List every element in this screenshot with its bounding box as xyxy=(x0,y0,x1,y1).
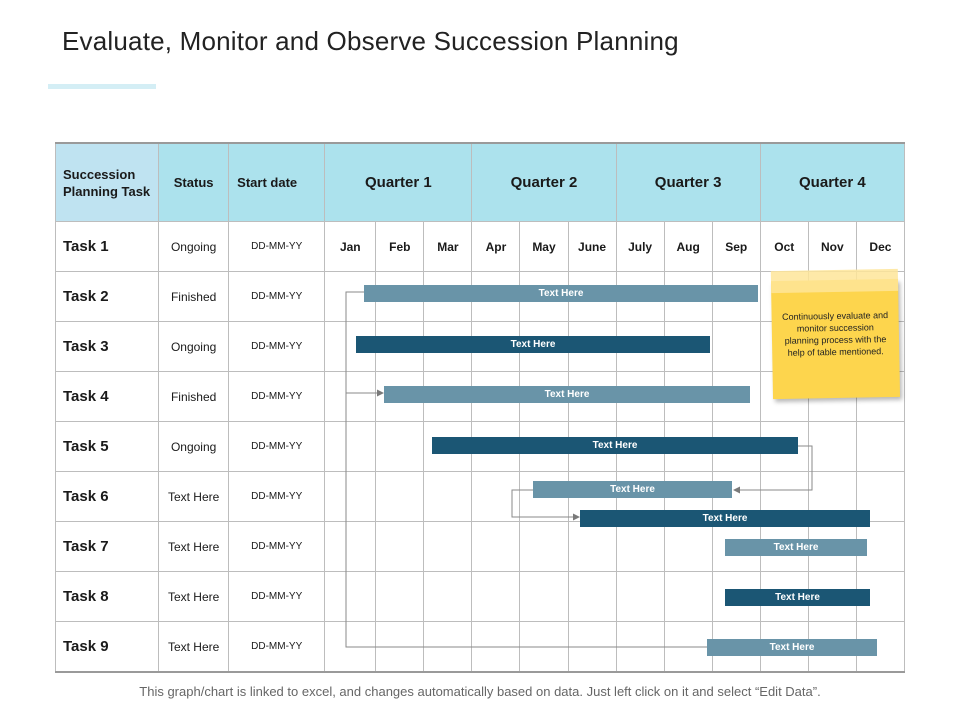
month-cell xyxy=(712,322,760,372)
sticky-note xyxy=(771,279,900,399)
task-status: Finished xyxy=(159,372,229,422)
header-task: Succession Planning Task xyxy=(56,143,159,222)
month-cell xyxy=(856,622,904,673)
header-start-date: Start date xyxy=(229,143,325,222)
month-cell xyxy=(808,422,856,472)
header-quarter-2: Quarter 2 xyxy=(472,143,616,222)
month-cell xyxy=(325,522,376,572)
month-cell xyxy=(616,272,664,322)
gantt-bar: Text Here xyxy=(384,386,750,403)
task-status: Text Here xyxy=(159,522,229,572)
month-cell xyxy=(424,272,472,322)
task-status: Text Here xyxy=(159,472,229,522)
month-cell xyxy=(325,472,376,522)
footer-note: This graph/chart is linked to excel, and changes automatically based on data. Just left click on it and select “Edit Data”. xyxy=(139,684,821,699)
task-status: Text Here xyxy=(159,622,229,673)
task-name: Task 1 xyxy=(56,222,159,272)
month-cell xyxy=(376,422,424,472)
month-cell xyxy=(472,422,520,472)
month-cell xyxy=(376,622,424,673)
month-cell xyxy=(325,322,376,372)
header-quarter-3: Quarter 3 xyxy=(616,143,760,222)
table-row xyxy=(56,422,905,472)
task-start-date: DD-MM-YY xyxy=(229,322,325,372)
month-cell xyxy=(856,472,904,522)
month-cell xyxy=(664,572,712,622)
task-start-date: DD-MM-YY xyxy=(229,472,325,522)
gantt-bar: Text Here xyxy=(725,589,870,606)
month-cell xyxy=(424,422,472,472)
month-cell xyxy=(520,472,568,522)
month-cell xyxy=(424,372,472,422)
month-cell xyxy=(616,322,664,372)
task-start-date: DD-MM-YY xyxy=(229,272,325,322)
month-cell xyxy=(616,522,664,572)
table-row xyxy=(56,472,905,522)
month-cell xyxy=(856,422,904,472)
task-name: Task 7 xyxy=(56,522,159,572)
task-start-date: DD-MM-YY xyxy=(229,422,325,472)
month-cell xyxy=(616,422,664,472)
month-cell xyxy=(325,622,376,673)
month-label: Apr xyxy=(472,222,520,272)
month-label: Dec xyxy=(856,222,904,272)
month-cell xyxy=(520,522,568,572)
month-cell xyxy=(712,372,760,422)
month-cell xyxy=(376,472,424,522)
month-cell xyxy=(760,572,808,622)
month-cell xyxy=(472,622,520,673)
month-label: June xyxy=(568,222,616,272)
sticky-note-tab xyxy=(771,269,898,293)
month-cell xyxy=(664,472,712,522)
month-cell xyxy=(472,522,520,572)
task-name: Task 8 xyxy=(56,572,159,622)
month-cell xyxy=(568,372,616,422)
task-status: Ongoing xyxy=(159,222,229,272)
month-cell xyxy=(808,472,856,522)
task-start-date: DD-MM-YY xyxy=(229,222,325,272)
gantt-bar: Text Here xyxy=(432,437,798,454)
month-cell xyxy=(568,472,616,522)
month-cell xyxy=(325,572,376,622)
task-name: Task 6 xyxy=(56,472,159,522)
month-cell xyxy=(568,572,616,622)
month-cell xyxy=(664,422,712,472)
month-cell xyxy=(520,322,568,372)
task-start-date: DD-MM-YY xyxy=(229,572,325,622)
month-label: Nov xyxy=(808,222,856,272)
gantt-bar: Text Here xyxy=(725,539,867,556)
title-accent-line xyxy=(48,84,156,89)
month-cell xyxy=(520,572,568,622)
month-cell xyxy=(808,522,856,572)
task-status: Ongoing xyxy=(159,422,229,472)
month-label: Sep xyxy=(712,222,760,272)
task-name: Task 2 xyxy=(56,272,159,322)
month-cell xyxy=(568,422,616,472)
month-cell xyxy=(712,572,760,622)
month-cell xyxy=(424,472,472,522)
header-quarter-4: Quarter 4 xyxy=(760,143,904,222)
month-cell xyxy=(472,472,520,522)
month-cell xyxy=(424,572,472,622)
month-cell xyxy=(712,272,760,322)
month-cell xyxy=(376,372,424,422)
month-cell xyxy=(760,422,808,472)
table-row xyxy=(56,222,905,272)
month-cell xyxy=(712,472,760,522)
gantt-bar: Text Here xyxy=(364,285,758,302)
month-cell xyxy=(616,372,664,422)
month-cell xyxy=(712,422,760,472)
gantt-bar: Text Here xyxy=(707,639,877,656)
table-row xyxy=(56,622,905,673)
month-cell xyxy=(520,272,568,322)
gantt-bar: Text Here xyxy=(580,510,870,527)
month-cell xyxy=(856,522,904,572)
month-cell xyxy=(424,322,472,372)
month-cell xyxy=(472,272,520,322)
month-cell xyxy=(808,572,856,622)
month-cell xyxy=(376,322,424,372)
month-cell xyxy=(760,622,808,673)
month-cell xyxy=(376,522,424,572)
month-cell xyxy=(616,622,664,673)
month-cell xyxy=(712,622,760,673)
month-cell xyxy=(520,622,568,673)
month-label: July xyxy=(616,222,664,272)
header-quarter-1: Quarter 1 xyxy=(325,143,472,222)
month-cell xyxy=(424,622,472,673)
header-status: Status xyxy=(159,143,229,222)
month-cell xyxy=(664,622,712,673)
month-cell xyxy=(568,622,616,673)
month-cell xyxy=(568,322,616,372)
month-cell xyxy=(664,522,712,572)
month-cell xyxy=(712,522,760,572)
month-cell xyxy=(664,372,712,422)
task-status: Ongoing xyxy=(159,322,229,372)
month-cell xyxy=(616,472,664,522)
month-label: May xyxy=(520,222,568,272)
task-name: Task 9 xyxy=(56,622,159,673)
task-name: Task 4 xyxy=(56,372,159,422)
month-cell xyxy=(472,572,520,622)
month-cell xyxy=(760,522,808,572)
month-label: Jan xyxy=(325,222,376,272)
month-cell xyxy=(472,322,520,372)
task-start-date: DD-MM-YY xyxy=(229,372,325,422)
month-cell xyxy=(376,572,424,622)
month-cell xyxy=(325,372,376,422)
month-label: Mar xyxy=(424,222,472,272)
month-cell xyxy=(664,272,712,322)
header-row xyxy=(56,143,905,222)
month-cell xyxy=(616,572,664,622)
task-start-date: DD-MM-YY xyxy=(229,622,325,673)
task-name: Task 3 xyxy=(56,322,159,372)
month-cell xyxy=(472,372,520,422)
gantt-table xyxy=(55,142,905,673)
month-cell xyxy=(520,422,568,472)
gantt-bar: Text Here xyxy=(533,481,732,498)
month-cell xyxy=(424,522,472,572)
gantt-bar: Text Here xyxy=(356,336,710,353)
month-label: Feb xyxy=(376,222,424,272)
month-cell xyxy=(808,622,856,673)
month-cell xyxy=(760,472,808,522)
page-title: Evaluate, Monitor and Observe Succession Planning xyxy=(62,26,679,56)
task-name: Task 5 xyxy=(56,422,159,472)
month-cell xyxy=(568,522,616,572)
table-row xyxy=(56,522,905,572)
sticky-note-text: Continuously evaluate and monitor succession planning process with the help of table mentioned. xyxy=(781,310,889,358)
month-label: Aug xyxy=(664,222,712,272)
task-status: Finished xyxy=(159,272,229,322)
month-cell xyxy=(325,422,376,472)
month-cell xyxy=(568,272,616,322)
month-cell xyxy=(520,372,568,422)
month-cell xyxy=(856,572,904,622)
month-cell xyxy=(325,272,376,322)
month-label: Oct xyxy=(760,222,808,272)
table-row xyxy=(56,572,905,622)
month-cell xyxy=(664,322,712,372)
month-cell xyxy=(376,272,424,322)
task-status: Text Here xyxy=(159,572,229,622)
task-start-date: DD-MM-YY xyxy=(229,522,325,572)
